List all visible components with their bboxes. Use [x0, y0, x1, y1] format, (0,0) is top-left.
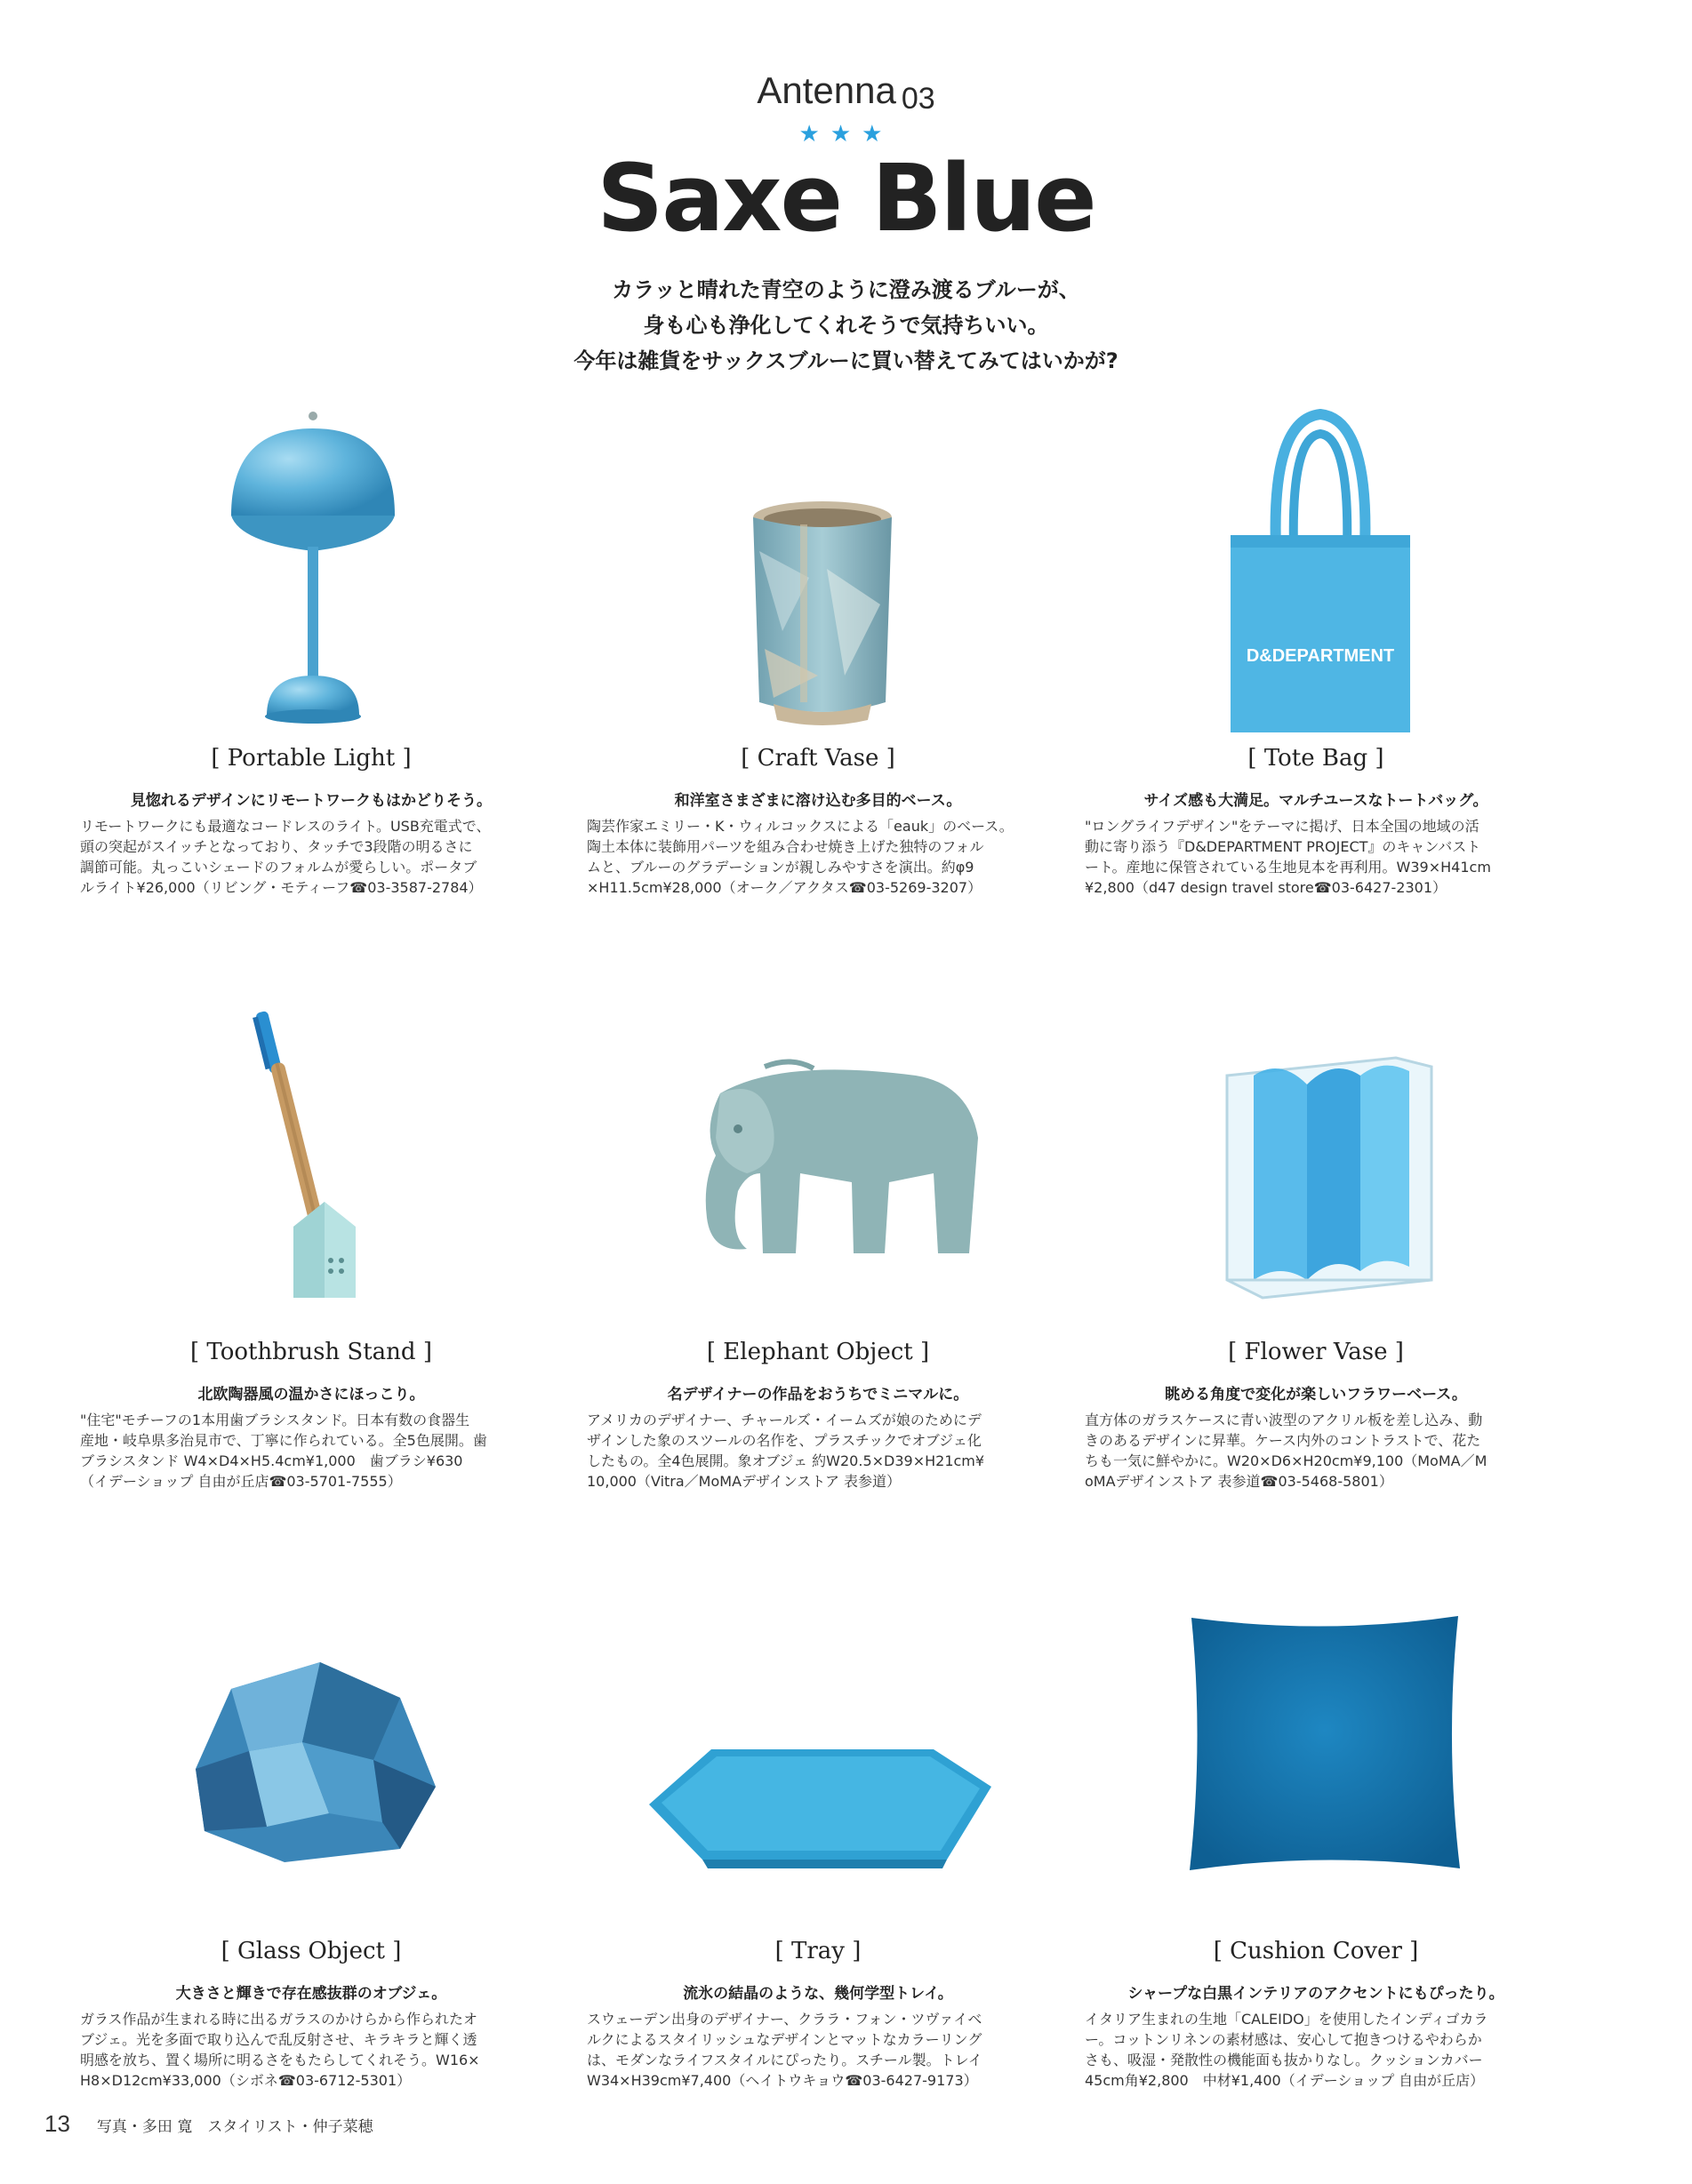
desc-line: ちも一気に鮮やかに。W20×D6×H20cm¥9,100（MoMA／M — [1085, 1452, 1488, 1469]
product-description — [80, 1410, 542, 1492]
product-name: [ Glass Object ] — [221, 1938, 402, 1964]
product-cushion-cover — [1085, 1591, 1547, 2089]
lead-text — [0, 272, 1692, 379]
lead-line: 身も心も浄化してくれそうで気持ちいい。 — [643, 313, 1049, 338]
product-description — [587, 2009, 1049, 2091]
desc-line: ー。コットンリネンの素材感は、安心して抱きつけるやわらか — [1085, 2031, 1482, 2048]
desc-line: 陶芸作家エミリー・K・ウィルコックスによる「eauk」のベース。 — [587, 818, 1014, 835]
desc-line: ブジェ。光を多面で取り込んで乱反射させ、キラキラと輝く透 — [80, 2031, 477, 2048]
desc-line: ブラシスタンド W4×D4×H5.4cm¥1,000 歯ブラシ¥630 — [80, 1452, 463, 1469]
craft-vase-image — [747, 498, 898, 729]
product-toothbrush-stand — [80, 987, 542, 1520]
desc-line: H8×D12cm¥33,000（シボネ☎03-6712-5301） — [80, 2072, 412, 2089]
desc-line: 10,000（Vitra／MoMAデザインストア 表参道） — [587, 1473, 902, 1490]
desc-line: 陶土本体に装飾用パーツを組み合わせ焼き上げた独特のフォル — [587, 838, 984, 855]
product-glass-object — [80, 1591, 542, 2089]
desc-line: ×H11.5cm¥28,000（オーク／アクタス☎03-5269-3207） — [587, 879, 982, 896]
product-name: [ Tray ] — [774, 1938, 862, 1964]
product-catchcopy: 大きさと輝きで存在感抜群のオブジェ。 — [175, 1985, 447, 2003]
desc-line: 直方体のガラスケースに青い波型のアクリル板を差し込み、動 — [1085, 1412, 1483, 1428]
page-number: 13 — [44, 2110, 70, 2137]
portable-light-image — [204, 409, 418, 738]
product-description — [1085, 1410, 1547, 1492]
desc-line: 明感を放ち、置く場所に明るさをもたらしてくれそう。W16× — [80, 2052, 480, 2068]
product-portable-light — [80, 391, 542, 907]
desc-line: アメリカのデザイナー、チャールズ・イームズが娘のためにデ — [587, 1412, 982, 1428]
product-catchcopy: シャープな白黒インテリアのアクセントにもぴったり。 — [1127, 1985, 1504, 2003]
product-tote-bag — [1085, 391, 1547, 907]
desc-line: 調節可能。丸っこいシェードのフォルムが愛らしい。ポータブ — [80, 859, 477, 876]
desc-line: ¥2,800（d47 design travel store☎03-6427-2301） — [1085, 879, 1447, 896]
page-title: Saxe Blue — [597, 144, 1095, 252]
desc-line: 45cm角¥2,800 中材¥1,400（イデーショップ 自由が丘店） — [1085, 2072, 1485, 2089]
product-description — [80, 816, 542, 898]
page-footer — [44, 2110, 373, 2138]
product-name: [ Flower Vase ] — [1228, 1339, 1404, 1365]
bag-print-text: D&DEPARTMENT — [1246, 646, 1395, 666]
desc-line: ザインした象のスツールの名作を、プラスチックでオブジェ化 — [587, 1432, 982, 1449]
product-craft-vase — [587, 391, 1049, 907]
product-description — [80, 2009, 542, 2091]
elephant-object-image — [649, 1058, 987, 1280]
product-flower-vase — [1085, 987, 1547, 1520]
product-name: [ Portable Light ] — [211, 745, 412, 772]
product-name: [ Elephant Object ] — [706, 1339, 930, 1365]
desc-line: （イデーショップ 自由が丘店☎03-5701-7555） — [80, 1473, 402, 1490]
desc-line: リモートワークにも最適なコードレスのライト。USB充電式で、 — [80, 818, 491, 835]
desc-line: イタリア生まれの生地「CALEIDO」を使用したインディゴカラ — [1085, 2011, 1488, 2028]
desc-line: スウェーデン出身のデザイナー、クララ・フォン・ツヴァイベ — [587, 2011, 982, 2028]
lead-line: 今年は雑貨をサックスブルーに買い替えてみてはいかが? — [573, 348, 1119, 373]
stars-icon: ★★★ — [798, 121, 894, 148]
desc-line: きのあるデザインに昇華。ケース内外のコントラストで、花た — [1085, 1432, 1481, 1449]
kicker-number: 03 — [901, 82, 935, 116]
desc-line: ート。産地に保管されている生地見本を再利用。W39×H41cm — [1085, 859, 1491, 876]
desc-line: oMAデザインストア 表参道☎03-5468-5801） — [1085, 1473, 1393, 1490]
product-name: [ Toothbrush Stand ] — [190, 1339, 432, 1365]
product-description — [1085, 2009, 1547, 2091]
tray-image — [640, 1742, 996, 1876]
product-catchcopy: 和洋室さまざまに溶け込む多目的ベース。 — [674, 792, 962, 810]
section-kicker — [0, 69, 1692, 116]
desc-line: "ロングライフデザイン"をテーマに掲げ、日本全国の地域の活 — [1085, 818, 1479, 835]
product-description — [587, 816, 1049, 898]
kicker-label: Antenna — [757, 69, 896, 111]
product-catchcopy: 眺める角度で変化が楽しいフラワーベース。 — [1165, 1386, 1467, 1404]
product-tray — [587, 1591, 1049, 2089]
product-elephant-object — [587, 987, 1049, 1520]
product-catchcopy: 見惚れるデザインにリモートワークもはかどりそう。 — [130, 792, 493, 810]
desc-line: "住宅"モチーフの1本用歯ブラシスタンド。日本有数の食器生 — [80, 1412, 470, 1428]
product-description — [587, 1410, 1049, 1492]
desc-line: ルライト¥26,000（リビング・モティーフ☎03-3587-2784） — [80, 879, 483, 896]
desc-line: は、モダンなライフスタイルにぴったり。スチール製。トレイ — [587, 2052, 982, 2068]
product-name: [ Tote Bag ] — [1247, 745, 1384, 772]
product-catchcopy: 北欧陶器風の温かさにほっこり。 — [197, 1386, 425, 1404]
product-name: [ Craft Vase ] — [741, 745, 895, 772]
desc-line: 動に寄り添う『D&DEPARTMENT PROJECT』のキャンバスト — [1085, 838, 1481, 855]
desc-line: ガラス作品が生まれる時に出るガラスのかけらから作られたオ — [80, 2011, 478, 2028]
glass-object-image — [178, 1636, 445, 1876]
product-catchcopy: 流氷の結晶のような、幾何学型トレイ。 — [683, 1985, 953, 2003]
product-catchcopy: サイズ感も大満足。マルチユースなトートバッグ。 — [1143, 792, 1488, 810]
desc-line: さも、吸湿・発散性の機能面も抜かりなし。クッションカバー — [1085, 2052, 1483, 2068]
product-catchcopy: 名デザイナーの作品をおうちでミニマルに。 — [667, 1386, 969, 1404]
product-name: [ Cushion Cover ] — [1213, 1938, 1419, 1964]
toothbrush-stand-image — [231, 1004, 391, 1324]
desc-line: したもの。全4色展開。象オブジェ 約W20.5×D39×H21cm¥ — [587, 1452, 985, 1469]
flower-vase-image — [1209, 1040, 1440, 1307]
desc-line: 産地・岐阜県多治見市で、丁寧に作られている。全5色展開。歯 — [80, 1432, 487, 1449]
photo-credits: 写真・多田 寛 スタイリスト・仲子菜穂 — [96, 2118, 373, 2136]
desc-line: 頭の突起がスイッチとなっており、タッチで3段階の明るさに — [80, 838, 473, 855]
tote-bag-image — [1227, 402, 1414, 740]
desc-line: ルクによるスタイリッシュなデザインとマットなカラーリング — [587, 2031, 982, 2048]
product-description — [1085, 816, 1547, 898]
lead-line: カラッと晴れた青空のように澄み渡るブルーが、 — [612, 277, 1080, 302]
desc-line: W34×H39cm¥7,400（ヘイトウキョウ☎03-6427-9173） — [587, 2072, 978, 2089]
cushion-cover-image — [1183, 1609, 1467, 1876]
desc-line: ムと、ブルーのグラデーションが親しみやすさを演出。約φ9 — [587, 859, 974, 876]
